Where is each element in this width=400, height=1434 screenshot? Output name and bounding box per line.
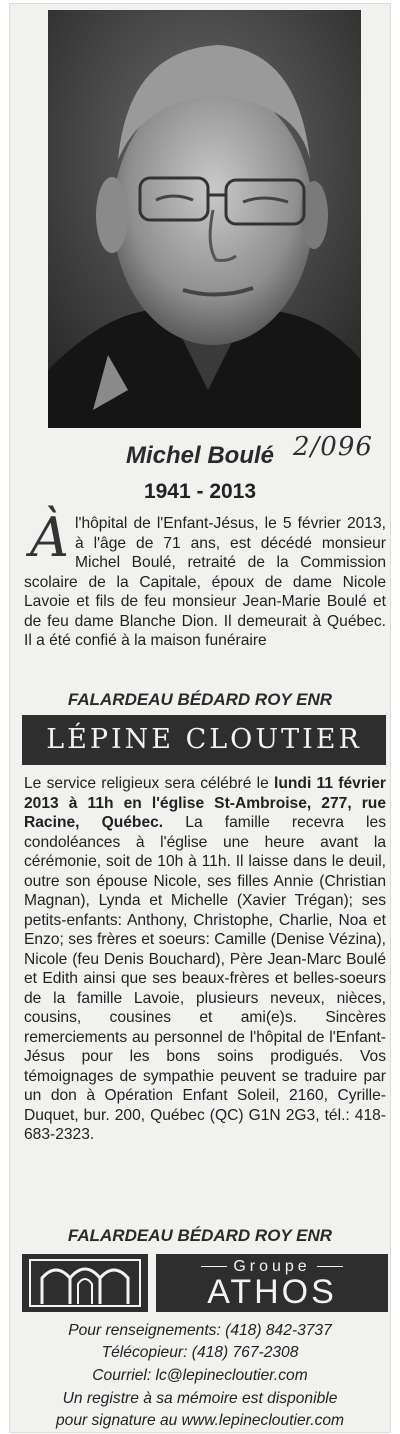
service-lead: Le service religieux sera célébré le [24,775,275,792]
groupe-athos-banner [156,1254,388,1312]
contact-email: Courriel: lc@lepinecloutier.com [92,1367,308,1384]
service-text: La famille recevra les condoléances à l'église une heure avant la cérémonie, soit de 10h à 11h. Il laisse dans le deuil, outre son épouse Nicole, ses filles Annie (Christian Magnan), Lynda et Michelle (Xavier Trégan); ses petits-enfants: Anthony, Christophe, Charlie, Noa et Enzo; ses frères et soeurs: Camille (Denise Vézina), Nicole (feu Denis Bouchard), Père Jean-Marc Boulé et Edith ainsi que ses beaux-frères et belles-soeurs de la famille Lavoie, plusieurs neveux, nièces, cousins, cousines et ami(e)s. Sincères remerciements au personnel de l'hôpital de l'Enfant-Jésus pour les bons soins prodigués. Vos témoignages de sympathie peuvent se traduire par un don à Opération Enfant Soleil, 2160, Cyrille-Duquet, bur. 200, Québec (QC) G1N 2G3, tél.: 418-683-2323. [24,814,386,1143]
obituary-clipping [10,4,390,1432]
intro-paragraph [24,506,386,651]
life-years: 1941 - 2013 [143,480,257,503]
intro-text: l'hôpital de l'Enfant-Jésus, le 5 février 2013, à l'âge de 71 ans, est décédé monsieur Michel Boulé, retraité de la Commission scolaire de la Capitale, époux de dame Nicole Lavoie et fils de feu monsieur Jean-Marie Boulé et de feu dame Blanche Dion. Il demeurait à Québec. Il a été confié à la maison funéraire [24,515,386,649]
drop-cap: À [30,506,69,569]
service-details: lundi 11 février 2013 à 11h en l'église St-Ambroise, 277, rue Racine, Québec. [24,775,386,831]
funeral-home-name-footer: FALARDEAU BÉDARD ROY ENR [67,1226,333,1245]
service-paragraph [24,774,386,1145]
arch-logo-icon [22,1254,148,1312]
funeral-home-name: FALARDEAU BÉDARD ROY ENR [67,690,333,709]
contact-fax: Télécopieur: (418) 767-2308 [101,1344,299,1361]
athos-logo [22,1254,148,1312]
register-line-1: Un registre à sa mémoire est disponible [62,1390,338,1407]
handwritten-reference-note: 2/096 [293,432,373,462]
contact-phone: Pour renseignements: (418) 842-3737 [68,1322,332,1339]
deceased-name: Michel Boulé [125,442,275,469]
athos-label: ATHOS [207,1273,337,1311]
lepine-cloutier-banner: LÉPINE CLOUTIER [22,715,386,765]
groupe-label: Groupe [156,1258,388,1276]
register-line-2: pour signature au www.lepinecloutier.com [55,1412,345,1429]
portrait-photo [48,10,361,428]
portrait-illustration [48,10,361,428]
